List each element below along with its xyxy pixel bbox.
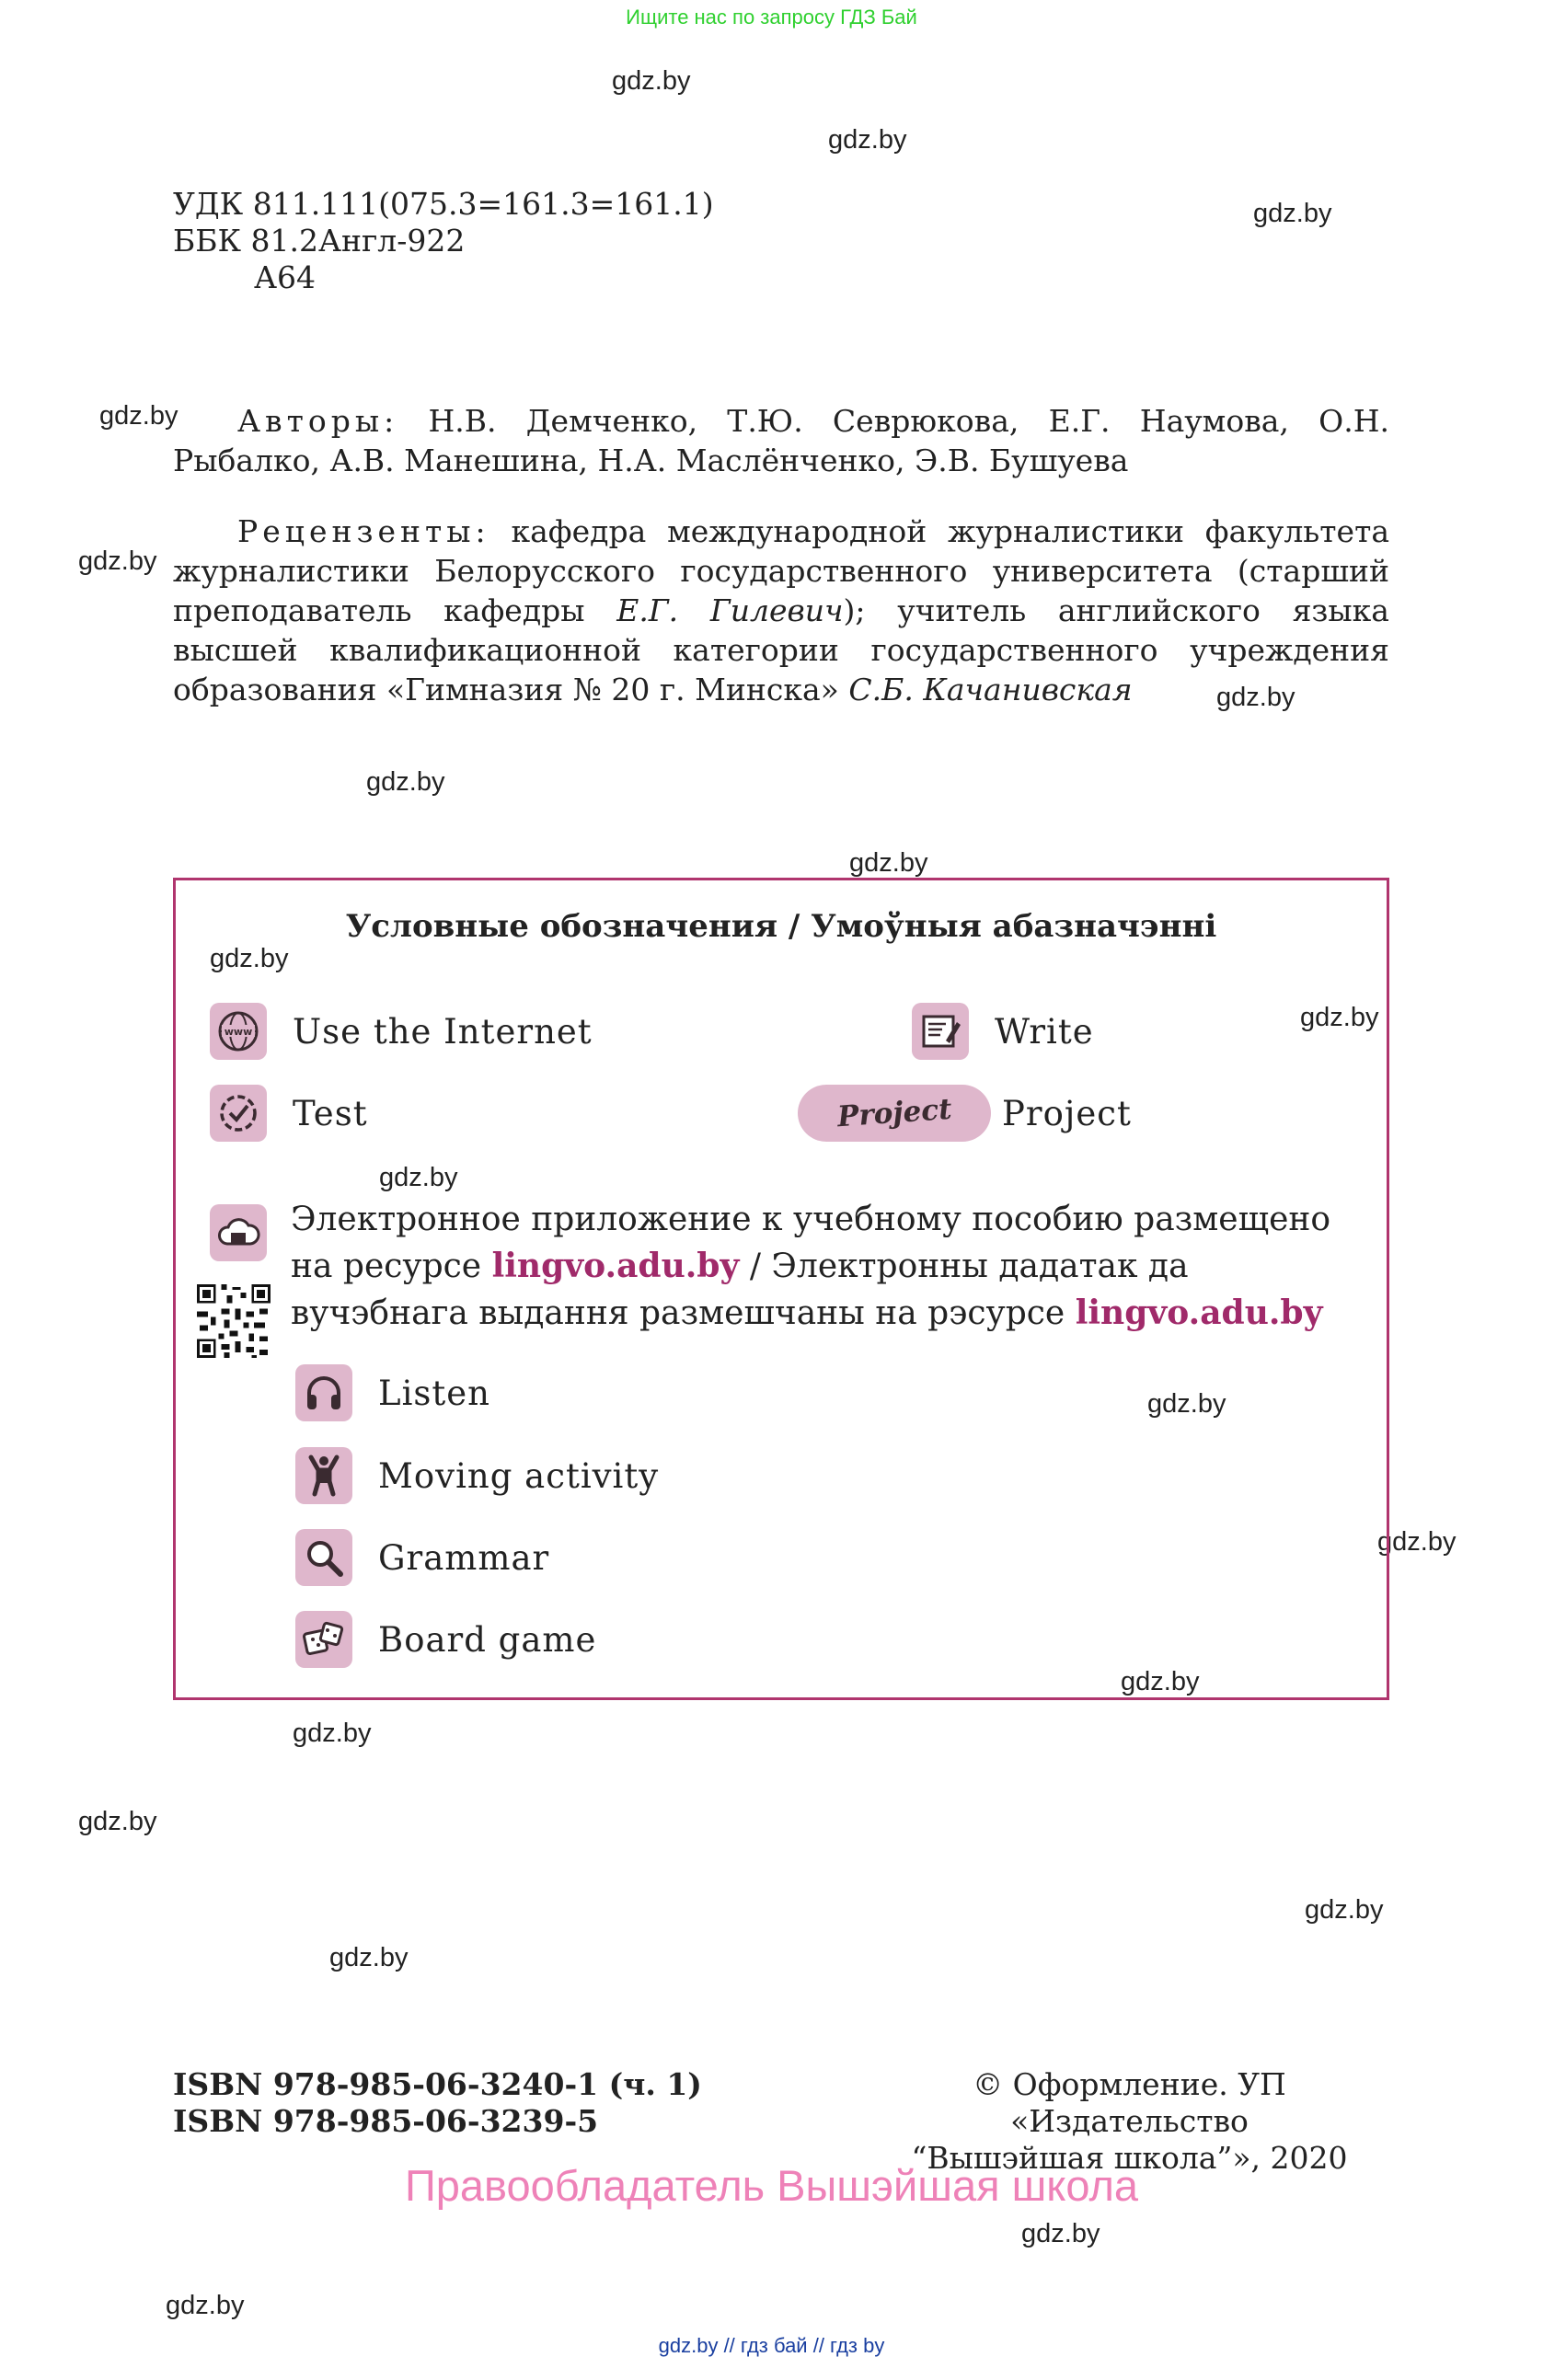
legend-label-board-game: Board game — [378, 1619, 597, 1660]
legend-box — [173, 878, 1389, 1700]
watermark: gdz.by — [210, 944, 289, 973]
project-pen-icon — [798, 1085, 991, 1142]
test-check-icon — [210, 1085, 267, 1142]
legend-item-grammar — [295, 1529, 549, 1586]
eapp-link-a[interactable]: lingvo.adu.by — [491, 1247, 740, 1285]
watermark: gdz.by — [99, 401, 178, 431]
watermark: gdz.by — [1377, 1527, 1457, 1557]
legend-title: Условные обозначения / Умоўныя абазначэнні — [345, 908, 1217, 945]
reviewer-name-a: Е.Г. Гилевич — [616, 592, 844, 628]
document-pen-icon — [912, 1003, 969, 1060]
cloud-folder-item — [210, 1204, 267, 1261]
watermark: gdz.by — [612, 66, 691, 96]
watermark: gdz.by — [1121, 1667, 1200, 1696]
globe-www-icon — [210, 1003, 267, 1060]
author-mark: А64 — [254, 259, 316, 295]
watermark: gdz.by — [78, 546, 157, 576]
headphones-icon — [295, 1364, 352, 1421]
watermark: gdz.by — [1305, 1895, 1384, 1925]
eapp-text-a: Электронное приложение к учебному пособию размещено на ресурсе — [291, 1201, 1331, 1285]
legend-item-listen — [295, 1364, 490, 1421]
reviewers-label: Рецензенты: — [237, 513, 490, 549]
watermark: gdz.by — [849, 848, 928, 878]
project-pill-text: Project — [835, 1092, 953, 1134]
legend-item-write — [912, 1003, 1094, 1060]
rights-holder: Правообладатель Вышэйшая школа — [404, 2161, 1139, 2210]
legend-label-project: Project — [1002, 1093, 1132, 1133]
reviewers-text-a: кафедра международной журналистики факультета журналистики Белорусского государственного университета (старший преподаватель кафедры — [173, 513, 1389, 628]
watermark: gdz.by — [379, 1163, 458, 1192]
legend-item-test — [210, 1085, 368, 1142]
watermark: gdz.by — [78, 1807, 157, 1836]
watermark: gdz.by — [366, 767, 445, 797]
qr-code-icon — [194, 1282, 273, 1361]
bbk-code: ББК 81.2Англ-922 — [173, 223, 466, 259]
legend-item-moving — [295, 1447, 659, 1504]
watermark: gdz.by — [1253, 199, 1332, 228]
watermark: gdz.by — [1300, 1003, 1379, 1032]
svg-text:www: www — [224, 1026, 253, 1038]
authors-list: Н.В. Демченко, Т.Ю. Севрюкова, Е.Г. Наумова, О.Н. Рыбалко, А.В. Манешина, Н.А. Маслёнченко, Э.В. Бушуева — [173, 403, 1389, 478]
watermark: gdz.by — [828, 125, 907, 155]
copyright-line-1: © Оформление. УП «Издательство — [973, 2066, 1286, 2139]
legend-label-write: Write — [995, 1011, 1094, 1052]
watermark: gdz.by — [1216, 683, 1295, 712]
classification-block — [173, 186, 714, 296]
copyright-line-2: “Вышэйшая школа”», 2020 — [911, 2140, 1348, 2176]
bottom-banner[interactable]: gdz.by // гдз бай // гдз by — [658, 2334, 885, 2357]
legend-label-test: Test — [293, 1093, 368, 1133]
eapp-link-b[interactable]: lingvo.adu.by — [1075, 1293, 1323, 1332]
dice-icon — [295, 1611, 352, 1668]
legend-label-grammar: Grammar — [378, 1537, 550, 1578]
reviewer-name-b: С.Б. Качанивская — [848, 672, 1133, 707]
watermark: gdz.by — [293, 1719, 372, 1748]
moving-person-icon — [295, 1447, 352, 1504]
legend-item-board-game — [295, 1611, 596, 1668]
watermark: gdz.by — [1021, 2219, 1100, 2248]
authors-paragraph — [173, 401, 1389, 480]
legend-label-internet: Use the Internet — [293, 1011, 593, 1052]
authors-label: Авторы: — [237, 403, 399, 439]
legend-label-moving: Moving activity — [378, 1455, 660, 1496]
isbn-block — [173, 2066, 702, 2140]
isbn-line-1: ISBN 978-985-06-3240-1 (ч. 1) — [173, 2066, 702, 2102]
legend-item-project — [798, 1085, 1132, 1142]
legend-item-internet — [210, 1003, 593, 1060]
reviewers-text-b: ); учитель английского языка высшей квалификационной категории государственного учреждения образования «Гимназия № 20 г. Минска» — [173, 592, 1389, 707]
magnifier-icon — [295, 1529, 352, 1586]
watermark: gdz.by — [329, 1943, 409, 1972]
udk-code: УДК 811.111(075.3=161.3=161.1) — [173, 186, 714, 222]
cloud-folder-icon — [210, 1204, 267, 1261]
watermark: gdz.by — [166, 2291, 245, 2320]
reviewers-paragraph — [173, 512, 1389, 709]
top-banner: Ищите нас по запросу ГДЗ Бай — [626, 6, 917, 29]
legend-label-listen: Listen — [378, 1373, 490, 1413]
electronic-app-note — [291, 1197, 1349, 1337]
isbn-line-2: ISBN 978-985-06-3239-5 — [173, 2103, 599, 2139]
watermark: gdz.by — [1147, 1389, 1226, 1419]
eapp-text-b: / Электронны дадатак да вучэбнага выдання размешчаны на рэсурсе — [291, 1247, 1189, 1332]
